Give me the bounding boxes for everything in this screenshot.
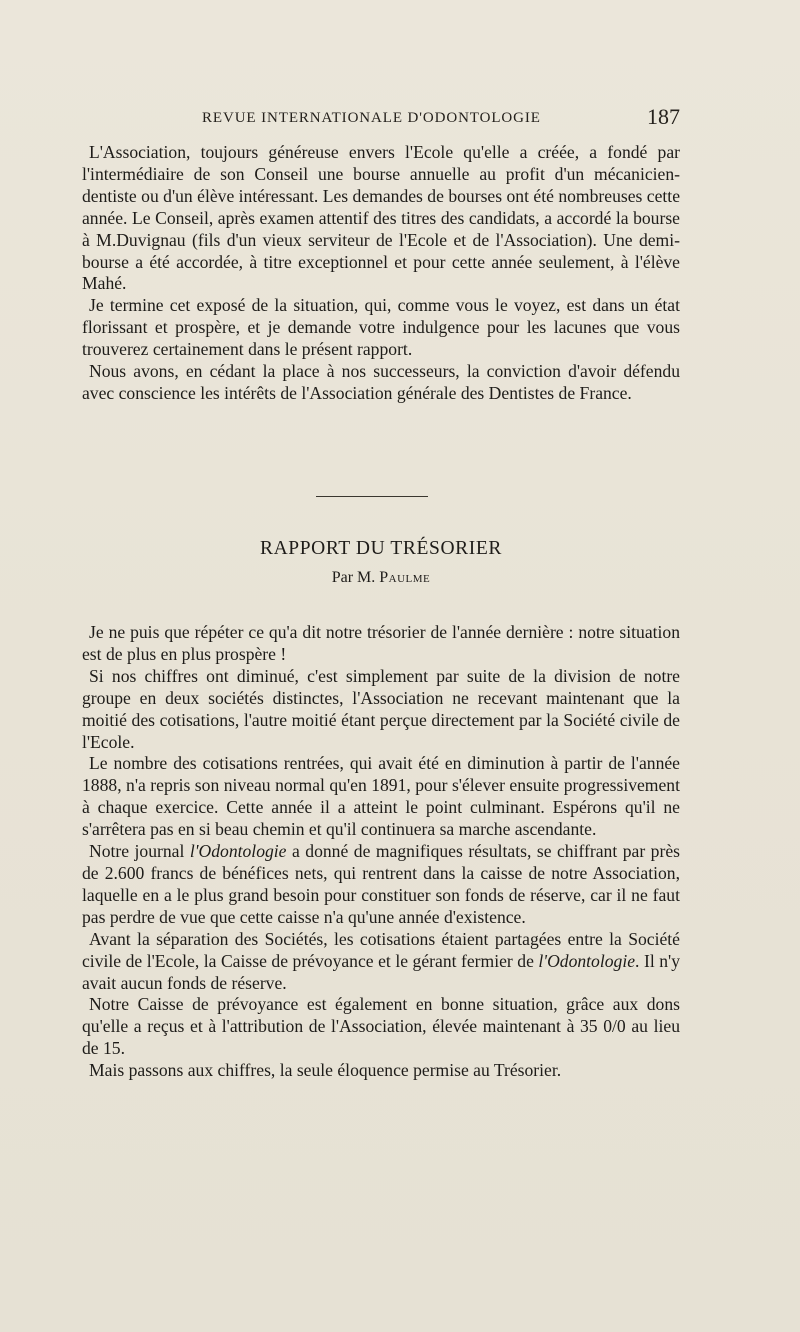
paragraph-passons-aux-chiffres: Mais passons aux chiffres, la seule éloquence permise au Trésorier. bbox=[89, 1060, 562, 1081]
paragraph-caisse-prevoyance: Notre Caisse de prévoyance est également en bonne situation, grâce aux dons qu'elle a reçus et à l'attribution de l'Association, élevée maintenant à 35 0/0 au lieu de 15. bbox=[82, 994, 680, 1059]
paragraph-chiffres-diminue: Si nos chiffres ont diminué, c'est simplement par suite de la division de notre groupe en deux sociétés distinctes, l'Association ne recevant maintenant que la moitié des cotisations, l'autre moitié étant perçue directement par la Société civile de l'Ecole. bbox=[82, 665, 680, 752]
byline bbox=[82, 569, 680, 587]
paragraph-journal-start: Notre journal bbox=[89, 841, 190, 862]
section-title: RAPPORT DU TRÉSORIER bbox=[260, 538, 502, 559]
paragraph-conclusion: Je termine cet exposé de la situation, qui, comme vous le voyez, est dans un état florissant et prospère, et je demande votre indulgence pour les lacunes que vous trouverez certainement dans le présent rapport. bbox=[82, 295, 680, 360]
paragraph-journal-end: a donné de magnifiques résultats, se chiffrant par près de 2.600 francs de bénéfices nets, qui rentrent dans la caisse de notre Association, laquelle en a le plus grand besoin pour constituer son fonds de réserve, car il ne faut pas perdre de vue que cette caisse n'a qu'une année d'existence. bbox=[82, 841, 680, 927]
running-title: REVUE INTERNATIONALE D'ODONTOLOGIE bbox=[202, 110, 541, 126]
treasurer-report-body bbox=[82, 622, 680, 1082]
page-number: 187 bbox=[647, 104, 680, 129]
section-divider bbox=[316, 496, 428, 497]
paragraph-journal bbox=[82, 841, 680, 929]
paragraph-bourse: L'Association, toujours généreuse envers l'Ecole qu'elle a créée, a fondé par l'intermédiaire de son Conseil une bourse annuelle au profit d'un mécanicien-dentiste ou d'un élève intéressant. Les demandes de bourses ont été nombreuses cette année. Le Conseil, après examen attentif des titres des candidats, a accordé la bourse à M.Duvignau (fils d'un vieux serviteur de l'Ecole et de l'Association). Une demi-bourse a été accordée, à titre exceptionnel et pour cette année seulement, à l'élève Mahé. bbox=[82, 142, 680, 294]
paragraph-separation-start: Avant la séparation des Sociétés, les cotisations étaient partagées entre la Société civile de l'Ecole, la Caisse de prévoyance et le gérant fermier de bbox=[82, 928, 680, 971]
journal-title: l'Odontologie bbox=[538, 950, 636, 971]
paragraph-separation bbox=[82, 929, 680, 995]
paragraph-prospere: Je ne puis que répéter ce qu'a dit notre trésorier de l'année dernière : notre situation est de plus en plus prospère ! bbox=[82, 622, 680, 664]
paragraph-cotisations: Le nombre des cotisations rentrées, qui avait été en diminution à partir de l'année 1888, n'a repris son niveau normal qu'en 1891, pour s'élever ensuite progressivement à chaque exercice. Cette année il a atteint le point culminant. Espérons qu'il ne s'arrêtera pas en si beau chemin et qu'il continuera sa marche ascendante. bbox=[82, 753, 680, 840]
byline-prefix: Par M. bbox=[331, 569, 376, 586]
paragraph-separation-end: . Il n'y avait aucun fonds de réserve. bbox=[82, 950, 680, 993]
association-report-conclusion bbox=[82, 142, 680, 405]
paragraph-conviction: Nous avons, en cédant la place à nos successeurs, la conviction d'avoir défendu avec conscience les intérêts de l'Association générale des Dentistes de France. bbox=[82, 361, 680, 403]
byline-author: Paulme bbox=[379, 569, 431, 586]
journal-title: l'Odontologie bbox=[189, 841, 287, 862]
running-header bbox=[82, 104, 680, 132]
